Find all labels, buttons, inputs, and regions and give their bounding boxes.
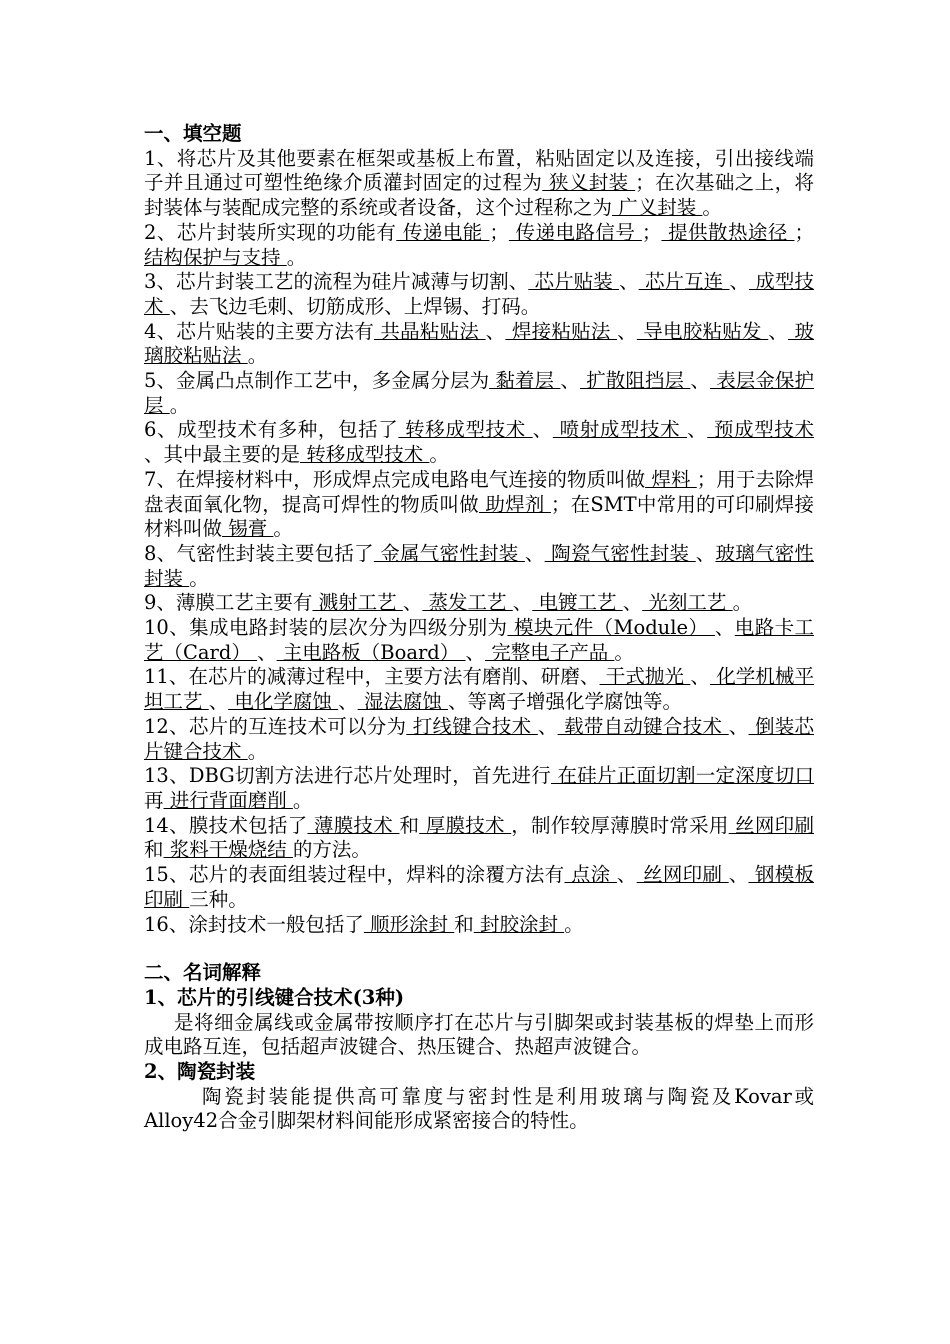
question-text: 。 — [702, 196, 722, 220]
answer-blank: 在硅片正面切割一定深度切口 — [551, 764, 814, 788]
question-number: 12、 — [144, 714, 189, 738]
answer-blank: 溅射工艺 — [312, 591, 403, 615]
question-text: 涂封技术一般包括了 — [188, 912, 364, 936]
answer-blank: 黏着层 — [489, 369, 561, 393]
question-text: 在芯片的减薄过程中，主要方法有磨削、研磨、 — [188, 665, 600, 689]
answer-blank: 打线键合技术 — [406, 714, 538, 738]
question-text: 、 — [338, 690, 358, 714]
question-number: 4、 — [144, 319, 177, 343]
answer-blank: 化学机械平坦工艺 — [144, 665, 814, 714]
question-number: 15、 — [144, 863, 189, 887]
question-text: 。 — [292, 788, 313, 812]
answer-blank: 扩散阻挡层 — [579, 369, 691, 393]
question-text: 、 — [560, 369, 580, 393]
question-text: 芯片的表面组装过程中，焊料的涂覆方法有 — [188, 863, 565, 887]
question-text: 、 — [532, 418, 553, 442]
question-list — [144, 147, 814, 938]
question-text: 、 — [690, 369, 710, 393]
question-number: 5、 — [144, 369, 177, 393]
answer-blank: 预成型技术 — [707, 418, 814, 442]
question-text: 、 — [617, 319, 637, 343]
question-text: ；用于去除焊盘表面氧化物，提高可焊性的物质叫做 — [144, 467, 814, 516]
answer-blank: 丝网印刷 — [636, 863, 729, 887]
question-number: 3、 — [144, 270, 177, 294]
question-item — [144, 270, 814, 319]
question-item — [144, 764, 814, 813]
question-text: 、 — [728, 714, 749, 738]
question-text: ；在SMT中常用的可印刷焊接材料叫做 — [144, 492, 814, 541]
question-text: ； — [794, 220, 814, 244]
term-definition: 是将细金属线或金属带按顺序打在芯片与引脚架或封装基板的焊垫上而形成电路互连，包括超声波键合、热压键合、热超声波键合。 — [144, 1010, 814, 1059]
answer-blank: 钢模板印刷 — [144, 863, 814, 911]
question-item — [144, 863, 814, 912]
term-definition: 陶瓷封装能提供高可靠度与密封性是利用玻璃与陶瓷及Kovar或Alloy42合金引脚架材料间能形成紧密接合的特性。 — [144, 1084, 814, 1133]
question-text: 。 — [169, 393, 190, 417]
question-text: 成型技术有多种，包括了 — [177, 418, 399, 442]
question-number: 16、 — [144, 912, 189, 936]
answer-blank: 广义封装 — [612, 196, 703, 220]
question-text: 和 — [454, 912, 474, 936]
answer-blank: 主电路板（Board） — [276, 640, 466, 664]
question-item — [144, 369, 814, 418]
document-page — [144, 122, 814, 1134]
answer-blank: 玻璃胶粘贴法 — [144, 319, 814, 368]
answer-blank: 浆料干燥烧结 — [163, 838, 293, 862]
question-text: 、等离子增强化学腐蚀等。 — [448, 690, 683, 714]
question-text: 。 — [429, 443, 449, 467]
answer-blank: 陶瓷气密性封装 — [544, 541, 696, 565]
question-text: ； — [489, 220, 509, 244]
answer-blank: 转移成型技术 — [398, 418, 533, 442]
term-heading: 2、陶瓷封装 — [144, 1060, 256, 1084]
question-number: 6、 — [144, 418, 178, 442]
question-text: 。 — [247, 739, 268, 763]
question-text: 芯片的互连技术可以分为 — [188, 714, 407, 738]
question-number: 10、 — [144, 616, 190, 640]
answer-blank: 提供散热途径 — [661, 220, 795, 244]
question-text: 、 — [619, 270, 639, 294]
answer-blank: 载带自动键合技术 — [557, 714, 729, 738]
answer-blank: 光刻工艺 — [642, 591, 733, 615]
question-number: 7、 — [144, 467, 177, 491]
question-text: 芯片封装所实现的功能有 — [176, 220, 397, 244]
question-number: 11、 — [144, 665, 189, 689]
question-text: 、 — [485, 319, 506, 343]
question-text: 。 — [247, 344, 268, 368]
answer-blank: 传递电能 — [396, 220, 490, 244]
question-item — [144, 418, 814, 467]
question-item — [144, 913, 814, 938]
question-text: 、 — [622, 591, 643, 615]
answer-blank: 倒装芯片键合技术 — [144, 714, 814, 763]
answer-blank: 薄膜技术 — [307, 813, 400, 837]
question-text: 、其中最主要的是 — [144, 443, 301, 467]
answer-blank: 点涂 — [564, 863, 617, 887]
question-text: 、 — [729, 270, 750, 294]
answer-blank: 电化学腐蚀 — [228, 690, 339, 714]
section-spacer — [144, 937, 814, 961]
question-item — [144, 542, 814, 591]
answer-blank: 传递电路信号 — [508, 220, 642, 244]
question-text: 和 — [144, 838, 164, 862]
question-text: 。 — [614, 640, 634, 664]
question-text: 金属凸点制作工艺中，多金属分层为 — [176, 369, 490, 393]
question-text: DBG切割方法进行芯片处理时，首先进行 — [188, 764, 552, 788]
question-number: 1、 — [144, 146, 177, 170]
question-text: 、 — [687, 418, 708, 442]
answer-blank: 干式抛光 — [599, 665, 691, 689]
question-text: 、 — [512, 591, 533, 615]
question-item — [144, 221, 814, 270]
question-text: 、 — [616, 863, 637, 887]
question-text: 膜技术包括了 — [188, 813, 308, 837]
answer-blank: 焊料 — [645, 467, 697, 491]
answer-blank: 封胶涂封 — [473, 912, 565, 936]
answer-blank: 转移成型技术 — [300, 443, 430, 467]
question-text: 、 — [537, 714, 558, 738]
question-item — [144, 715, 814, 764]
answer-blank: 共晶粘贴法 — [373, 319, 486, 343]
answer-blank: 玻璃气密性封装 — [144, 541, 814, 590]
question-number: 2、 — [144, 220, 177, 244]
question-text: 、 — [402, 591, 423, 615]
question-item — [144, 814, 814, 863]
question-text: 的方法。 — [292, 838, 371, 862]
question-text: 薄膜工艺主要有 — [175, 591, 313, 615]
question-text: 、 — [524, 541, 545, 565]
answer-blank: 表层金保护层 — [144, 369, 814, 417]
answer-blank: 蒸发工艺 — [422, 591, 513, 615]
answer-blank: 电路卡工艺（Card） — [144, 616, 814, 664]
question-item — [144, 591, 814, 616]
question-text: ，制作较厚薄膜时常采用 — [511, 813, 729, 837]
question-number: 9、 — [144, 591, 176, 615]
answer-blank: 湿法腐蚀 — [357, 690, 449, 714]
answer-blank: 金属气密性封装 — [373, 541, 525, 565]
question-item — [144, 147, 814, 221]
question-number: 8、 — [144, 541, 177, 565]
question-text: 、 — [695, 541, 716, 565]
answer-blank: 顺形涂封 — [363, 912, 455, 936]
question-text: 、 — [714, 616, 735, 640]
question-text: 、 — [768, 319, 789, 343]
answer-blank: 芯片贴装 — [528, 270, 620, 294]
question-text: 、去飞边毛刺、切筋成形、上焊锡、打码。 — [169, 294, 541, 318]
answer-blank: 喷射成型技术 — [552, 418, 688, 442]
question-text: ； — [641, 220, 662, 244]
answer-blank: 芯片互连 — [638, 270, 730, 294]
answer-blank: 成型技术 — [144, 270, 814, 318]
answer-blank: 导电胶粘贴发 — [636, 319, 769, 343]
section-title: 一、填空题 — [144, 122, 242, 145]
term-heading: 1、芯片的引线键合技术(3种) — [144, 985, 405, 1009]
question-text: 、 — [728, 863, 749, 887]
question-text: 、 — [690, 665, 710, 689]
question-number: 13、 — [144, 764, 189, 788]
question-text: 。 — [273, 517, 293, 541]
question-text: 。 — [189, 566, 209, 590]
question-item — [144, 616, 814, 665]
question-item — [144, 468, 814, 542]
question-text: 芯片封装工艺的流程为硅片减薄与切割、 — [176, 270, 529, 294]
answer-blank: 助焊剂 — [478, 492, 551, 516]
question-text: 集成电路封装的层次分为四级分别为 — [189, 616, 508, 640]
answer-blank: 完整电子产品 — [485, 640, 615, 664]
answer-blank: 进行背面磨削 — [163, 788, 293, 812]
question-text: 再 — [144, 788, 164, 812]
question-text: 三种。 — [189, 887, 248, 911]
question-text: 气密性封装主要包括了 — [176, 541, 374, 565]
question-text: 。 — [564, 912, 584, 936]
answer-blank: 丝网印刷 — [728, 813, 814, 837]
question-text: 芯片贴装的主要方法有 — [176, 319, 374, 343]
question-text: 和 — [399, 813, 420, 837]
question-text: 。 — [732, 591, 753, 615]
question-text: 、 — [465, 640, 485, 664]
answer-blank: 结构保护与支持 — [144, 245, 287, 269]
question-number: 14、 — [144, 813, 189, 837]
answer-blank: 焊接粘贴法 — [505, 319, 618, 343]
question-text: ；在次基础之上，将封装体与装配成完整的系统或者设备，这个过程称之为 — [144, 171, 814, 220]
question-text: 、 — [208, 690, 229, 714]
answer-blank: 锡膏 — [222, 517, 274, 541]
question-text: 在焊接材料中，形成焊点完成电路电气连接的物质叫做 — [176, 467, 646, 491]
question-text: 。 — [286, 245, 307, 269]
answer-blank: 狭义封装 — [542, 171, 636, 195]
question-text: 、 — [257, 640, 277, 664]
question-text: 将芯片及其他要素在框架或基板上布置，粘贴固定以及连接，引出接线端子并且通过可塑性绝缘介质灌封固定的过程为 — [144, 146, 814, 195]
question-item — [144, 320, 814, 369]
question-item — [144, 665, 814, 714]
answer-blank: 厚膜技术 — [419, 813, 512, 837]
answer-blank: 模块元件（Module） — [507, 616, 715, 640]
section-title: 二、名词解释 — [144, 961, 262, 985]
answer-blank: 电镀工艺 — [532, 591, 623, 615]
